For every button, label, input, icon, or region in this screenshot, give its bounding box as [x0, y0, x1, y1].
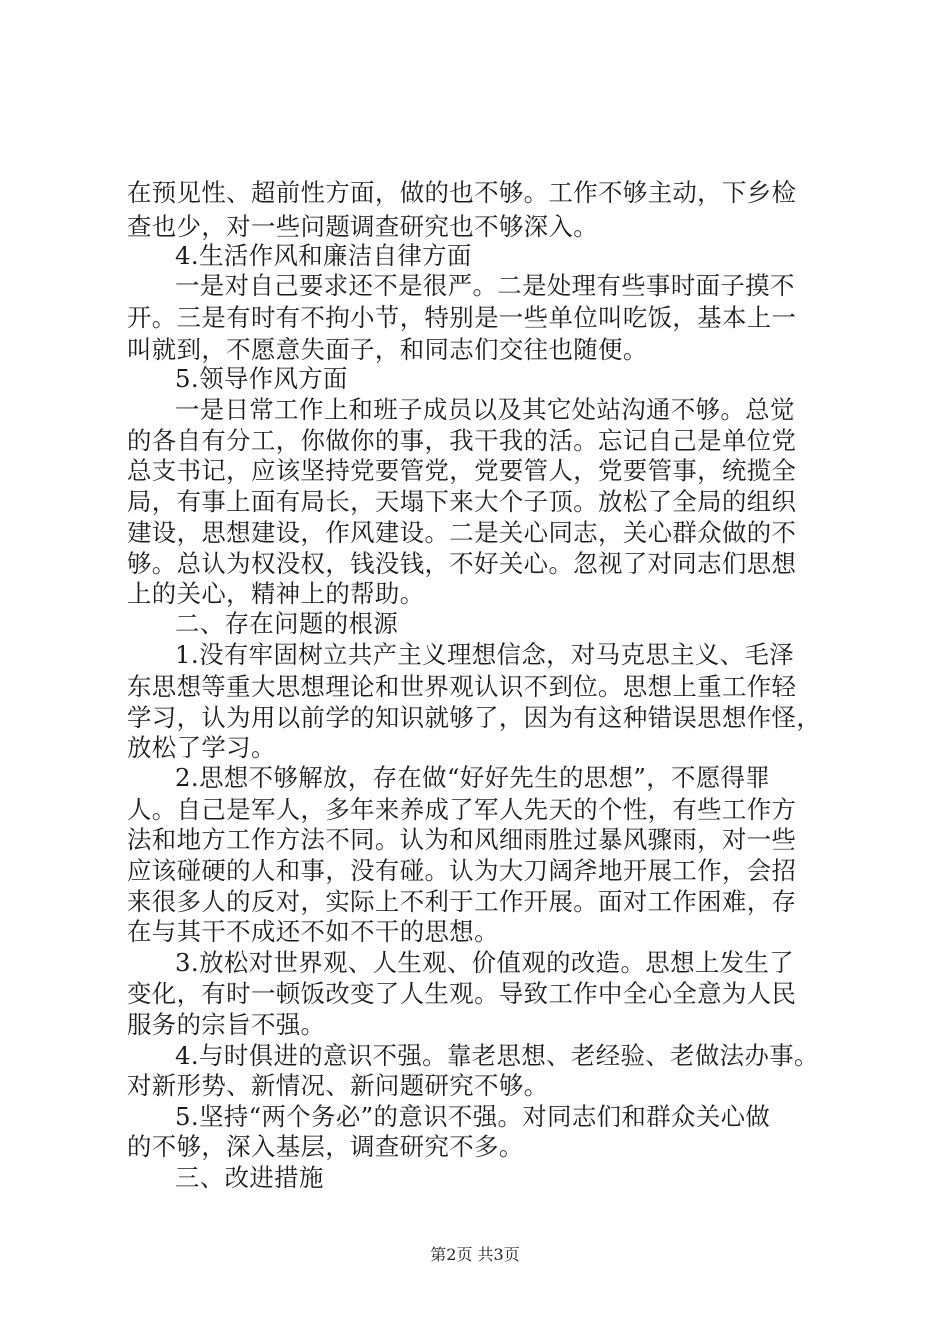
- body-line: 够。总认为权没权，钱没钱，不好关心。忽视了对同志们思想: [127, 549, 797, 578]
- body-line: 学习，认为用以前学的知识就够了，因为有这种错误思想作怪，: [127, 703, 822, 732]
- body-line: 3.放松对世界观、人生观、价值观的改造。思想上发生了: [175, 948, 795, 977]
- body-line: 变化，有时一顿饭改变了人生观。导致工作中全心全意为人民: [127, 979, 797, 1008]
- section-heading: 三、改进措施: [175, 1163, 324, 1192]
- body-line: 2.思想不够解放，存在做“好好先生的思想”，不愿得罪: [175, 763, 771, 792]
- body-line: 叫就到，不愿意失面子，和同志们交往也随便。: [127, 335, 648, 364]
- body-line: 在预见性、超前性方面，做的也不够。工作不够主动，下乡检: [127, 178, 797, 207]
- body-line: 5.坚持“两个务必”的意识不强。对同志们和群众关心做: [175, 1102, 771, 1131]
- body-line: 1.没有牢固树立共产主义理想信念，对马克思主义、毛泽: [175, 640, 795, 669]
- body-line: 放松了学习。: [127, 733, 276, 762]
- body-line: 服务的宗旨不强。: [127, 1010, 326, 1039]
- body-line: 法和地方工作方法不同。认为和风细雨胜过暴风骤雨，对一些: [127, 825, 797, 854]
- section-heading: 5.领导作风方面: [175, 364, 348, 393]
- section-heading: 4.生活作风和廉洁自律方面: [175, 241, 472, 270]
- body-line: 一是日常工作上和班子成员以及其它处站沟通不够。总觉: [175, 395, 795, 424]
- body-line: 应该碰硬的人和事，没有碰。认为大刀阔斧地开展工作，会招: [127, 856, 797, 885]
- body-line: 人。自己是军人，多年来养成了军人先天的个性，有些工作方: [127, 795, 797, 824]
- body-line: 东思想等重大思想理论和世界观认识不到位。思想上重工作轻: [127, 672, 797, 701]
- body-line: 对新形势、新情况、新问题研究不够。: [127, 1071, 549, 1100]
- page-footer: 第2页 共3页: [430, 1245, 520, 1264]
- body-line: 上的关心，精神上的帮助。: [127, 579, 425, 608]
- body-line: 的各自有分工，你做你的事，我干我的活。忘记自己是单位党: [127, 426, 797, 455]
- body-line: 总支书记，应该坚持党要管党，党要管人，党要管事，统揽全: [127, 456, 797, 485]
- body-line: 局，有事上面有局长，天塌下来大个子顶。放松了全局的组织: [127, 487, 797, 516]
- section-heading: 二、存在问题的根源: [175, 609, 399, 638]
- body-line: 的不够，深入基层，调查研究不多。: [127, 1132, 524, 1161]
- body-line: 一是对自己要求还不是很严。二是处理有些事时面子摸不: [175, 271, 795, 300]
- body-line: 在与其干不成还不如不干的思想。: [127, 917, 499, 946]
- body-line: 开。三是有时有不拘小节，特别是一些单位叫吃饭，基本上一: [127, 303, 797, 332]
- body-line: 查也少，对一些问题调查研究也不够深入。: [127, 212, 599, 241]
- body-line: 4.与时俱进的意识不强。靠老思想、老经验、老做法办事。: [175, 1041, 819, 1070]
- body-line: 建设，思想建设，作风建设。二是关心同志，关心群众做的不: [127, 518, 797, 547]
- body-line: 来很多人的反对，实际上不利于工作开展。面对工作困难，存: [127, 887, 797, 916]
